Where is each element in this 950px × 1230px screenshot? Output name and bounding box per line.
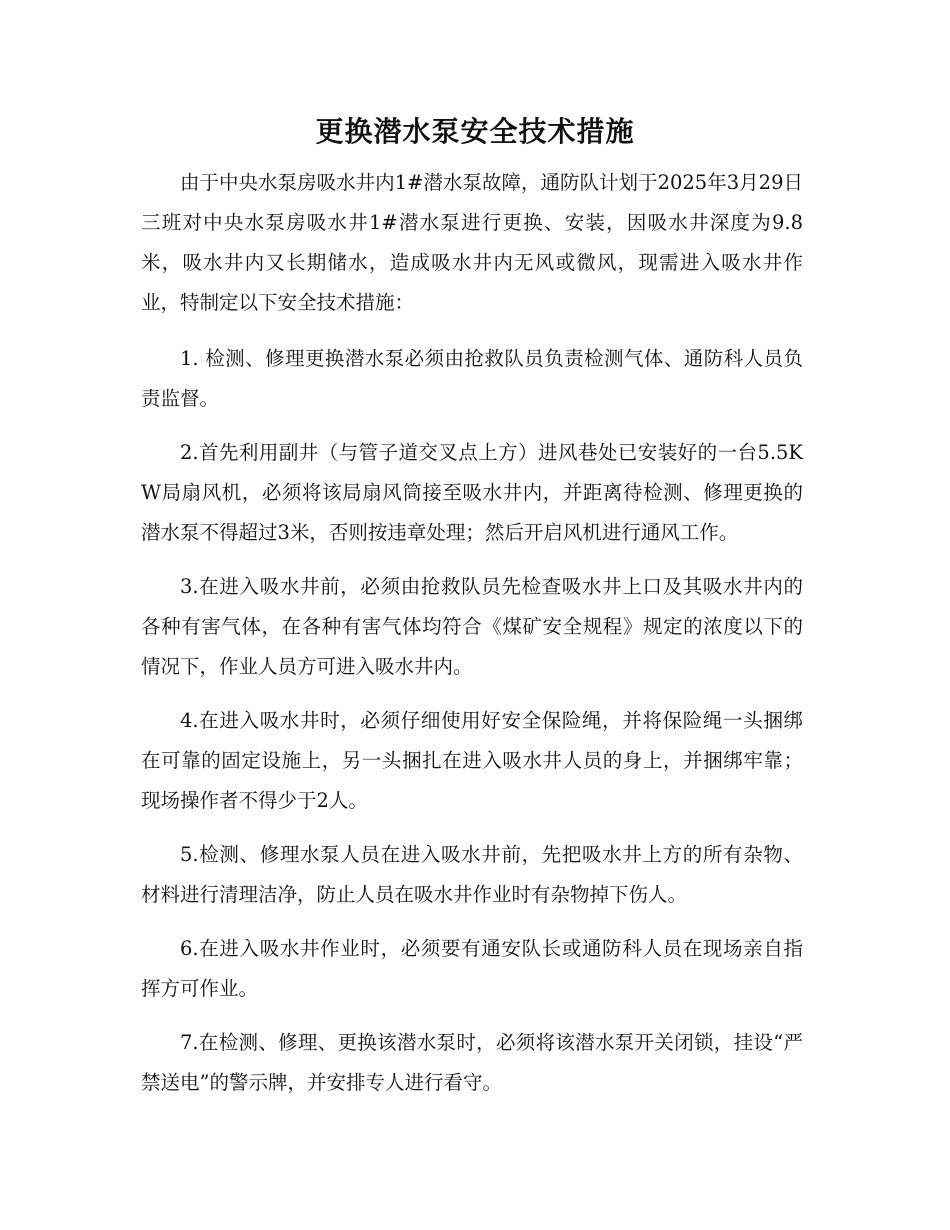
measure-6: 6.在进入吸水井作业时，必须要有通安队长或通防科人员在现场亲自指挥方可作业。 (141, 937, 803, 1000)
measure-4: 4.在进入吸水井时，必须仔细使用好安全保险绳，并将保险绳一头捆绑在可靠的固定设施上，另一头捆扎在进入吸水井人员的身上，并捆绑牢靠；现场操作者不得少于2人。 (141, 709, 803, 812)
intro-paragraph: 由于中央水泵房吸水井内1#潜水泵故障，通防队计划于2025年3月29日三班对中央水泵房吸水井1#潜水泵进行更换、安装，因吸水井深度为9.8米，吸水井内又长期储水，造成吸水井内无风或微风，现需进入吸水井作业，特制定以下安全技术措施： (141, 171, 803, 314)
measure-7: 7.在检测、修理、更换该潜水泵时，必须将该潜水泵开关闭锁，挂设“严禁送电”的警示牌，并安排专人进行看守。 (141, 1031, 803, 1094)
measure-1: 1. 检测、修理更换潜水泵必须由抢救队员负责检测气体、通防科人员负责监督。 (141, 347, 803, 410)
document-body (141, 163, 803, 1117)
document-title: 更换潜水泵安全技术措施 (315, 115, 635, 148)
measure-2: 2.首先利用副井（与管子道交叉点上方）进风巷处已安装好的一台5.5KW局扇风机，必须将该局扇风筒接至吸水井内，并距离待检测、修理更换的潜水泵不得超过3米，否则按违章处理；然后开启风机进行通风工作。 (141, 441, 803, 544)
measure-5: 5.检测、修理水泵人员在进入吸水井前，先把吸水井上方的所有杂物、材料进行清理洁净，防止人员在吸水井作业时有杂物掉下伤人。 (141, 843, 803, 906)
measure-3: 3.在进入吸水井前，必须由抢救队员先检查吸水井上口及其吸水井内的各种有害气体，在各种有害气体均符合《煤矿安全规程》规定的浓度以下的情况下，作业人员方可进入吸水井内。 (141, 575, 803, 678)
